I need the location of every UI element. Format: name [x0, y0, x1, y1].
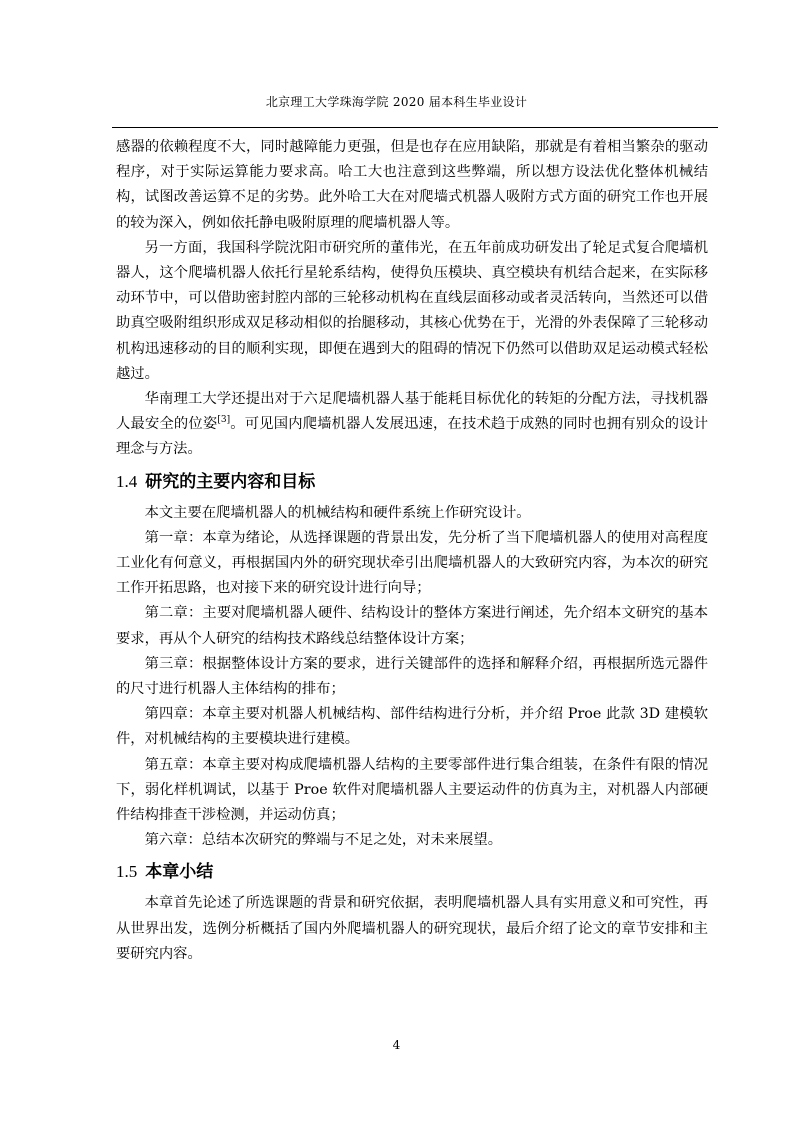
- paragraph-chapter-6: 第六章：总结本次研究的弊端与不足之处，对未来展望。: [144, 832, 503, 849]
- section-number: 1.5: [116, 862, 138, 882]
- page-number: 4: [392, 1038, 401, 1052]
- paragraph-summary: 本章首先论述了所选课题的背景和研究依据，表明爬墙机器人具有实用意义和可究性，再从世界出发，选例分析概括了国内外爬墙机器人的研究现状，最后介绍了论文的章节安排和主要研究内容。: [116, 895, 708, 962]
- paragraph-shenyang-institute: 另一方面，我国科学院沈阳市研究所的董伟光，在五年前成功研发出了轮足式复合爬墙机器人，这个爬墙机器人依托行星轮系结构，使得负压模块、真空模块有机结合起来，在实际移动环节中，可以借助密封腔内部的三轮移动机构在直线层面移动或者灵活转向，当然还可以借助真空吸附组织形成双足移动相似的抬腿移动，其核心优势在于，光滑的外表保障了三轮移动机构迅速移动的目的顺利实现，即便在遇到大的阻碍的情况下仍然可以借助双足运动模式轻松越过。: [116, 239, 708, 382]
- section-title: 本章小结: [145, 862, 214, 883]
- section-heading-1-4: [116, 466, 708, 498]
- paragraph-chapter-1: 第一章：本章为绪论，从选择课题的背景出发，先分析了当下爬墙机器人的使用对高程度工业化有何意义，再根据国内外的研究现状牵引出爬墙机器人的大致研究内容，为本次的研究工作开拓思路，也对接下来的研究设计进行向导；: [116, 529, 708, 597]
- header-rule: [112, 127, 718, 128]
- section-number: 1.4: [116, 471, 138, 491]
- paragraph-chapter-5: 第五章：本章主要对构成爬墙机器人结构的主要零部件进行集合组装，在条件有限的情况下，弱化样机调试，以基于 Proe 软件对爬墙机器人主要运动件的仿真为主，对机器人内部硬件结构排查干涉检测，并运动仿真；: [116, 756, 708, 824]
- paragraph-intro: 本文主要在爬墙机器人的机械结构和硬件系统上作研究设计。: [144, 504, 531, 521]
- section-heading-1-5: [116, 856, 708, 888]
- paragraph-scut-text-before: 华南理工大学还提出对于六足爬墙机器人基于能耗目标优化的转矩的分配方法，寻找机器人最安全的位姿: [116, 391, 708, 433]
- paragraph-continued: 感器的依赖程度不大，同时越障能力更强，但是也存在应用缺陷，那就是有着相当繁杂的驱动程序，对于实际运算能力要求高。哈工大也注意到这些弊端，所以想方设法优化整体机械结构，试图改善运算不足的劣势。此外哈工大在对爬墙式机器人吸附方式方面的研究工作也开展的较为深入，例如依托静电吸附原理的爬墙机器人等。: [116, 139, 708, 231]
- section-title: 研究的主要内容和目标: [145, 471, 316, 492]
- paragraph-scut: [116, 387, 708, 463]
- citation-ref: [3]: [217, 415, 231, 426]
- paragraph-scut-text-after: 。可见国内爬墙机器人发展迅速，在技术趋于成熟的同时也拥有别众的设计理念与方法。: [116, 416, 709, 458]
- paragraph-chapter-3: 第三章：根据整体设计方案的要求，进行关键部件的选择和解释介绍，再根据所选元器件的尺寸进行机器人主体结构的排布；: [116, 655, 708, 698]
- paragraph-chapter-2: 第二章：主要对爬墙机器人硬件、结构设计的整体方案进行阐述，先介绍本文研究的基本要求，再从个人研究的结构技术路线总结整体设计方案；: [116, 605, 708, 647]
- page-body: [116, 135, 708, 967]
- paragraph-chapter-4: 第四章：本章主要对机器人机械结构、部件结构进行分析，并介绍 Proe 此款 3D 建模软件，对机械结构的主要模块进行建模。: [116, 706, 708, 748]
- running-header: 北京理工大学珠海学院 2020 届本科生毕业设计: [265, 95, 528, 109]
